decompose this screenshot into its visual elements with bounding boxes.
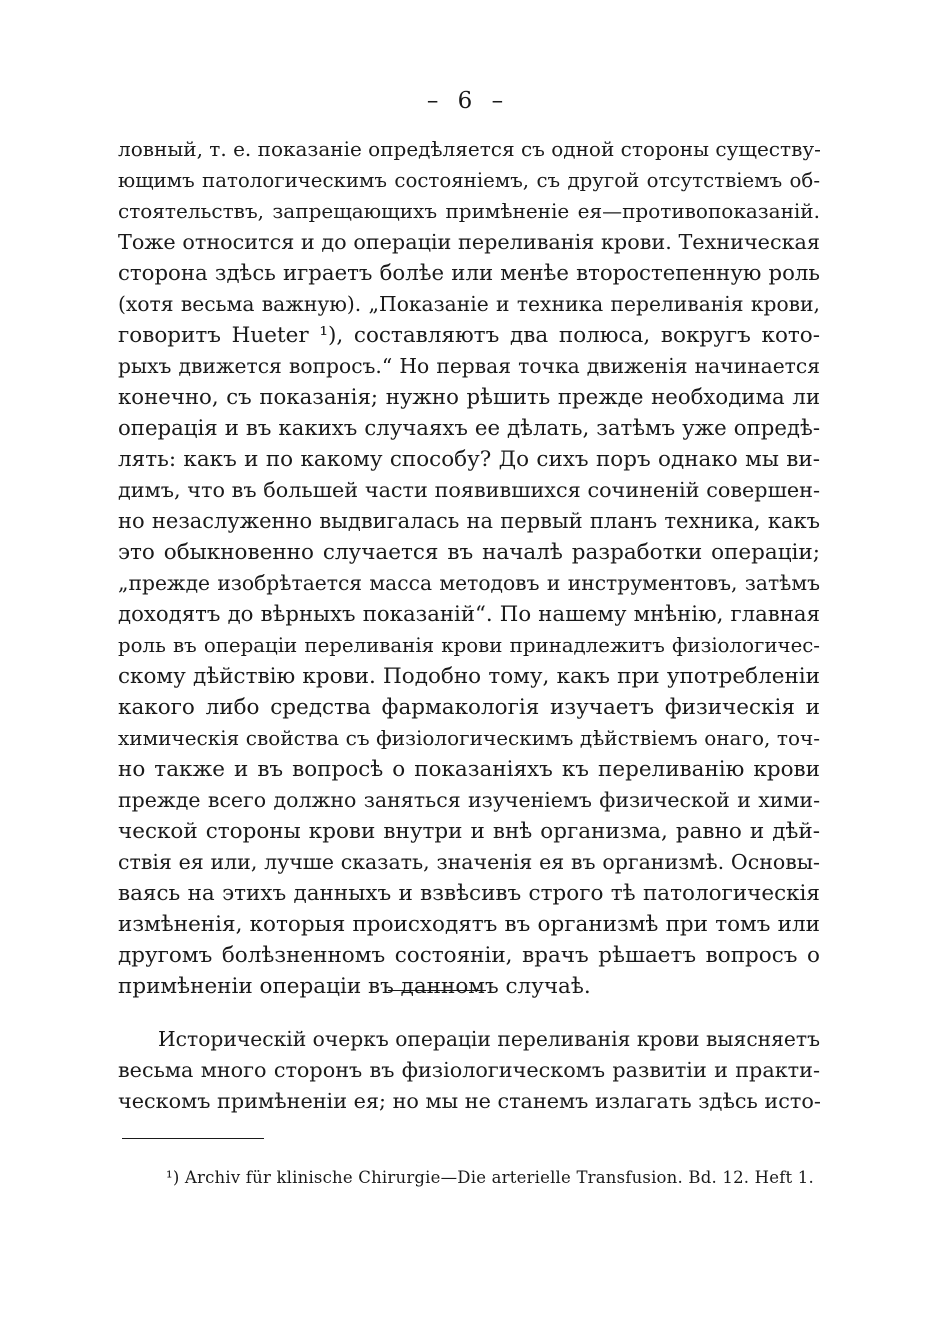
main-paragraph (118, 134, 820, 1002)
text-line: говоритъ Hueter ¹), составляютъ два полюса, вокругъ кото- (118, 323, 820, 348)
text-line: скому дѣйствію крови. Подобно тому, какъ при употребленіи (118, 664, 820, 689)
text-line: стоятельствъ, запрещающихъ примѣненіе ея—противопоказаній. (118, 199, 820, 223)
text-line: ловный, т. е. показаніе опредѣляется съ одной стороны существу- (118, 137, 821, 161)
text-line: какого либо средства фармакологія изучаетъ физическія и (118, 695, 820, 720)
text-line: операція и въ какихъ случаяхъ ее дѣлать, затѣмъ уже опредѣ- (118, 416, 820, 441)
text-line: ческой стороны крови внутри и внѣ организма, равно и дѣй- (118, 819, 820, 844)
text-line: димъ, что въ большей части появившихся сочиненій совершен- (118, 478, 820, 502)
text-line: Тоже относится и до операціи переливанія крови. Техническая (118, 230, 820, 254)
text-line: примѣненіи операціи въ данномъ случаѣ. (118, 974, 591, 999)
text-line: доходятъ до вѣрныхъ показаній“. По нашему мнѣнію, главная (118, 602, 820, 627)
second-paragraph (118, 1024, 820, 1117)
text-line: Историческій очеркъ операціи переливанія крови выясняетъ (158, 1027, 820, 1051)
text-line: ваясь на этихъ данныхъ и взвѣсивъ строго тѣ патологическія (118, 881, 820, 906)
text-line: но незаслуженно выдвигалась на первый планъ техника, какъ (118, 509, 820, 533)
footnote-divider (122, 1138, 264, 1139)
text-line: весьма много сторонъ въ физіологическомъ развитіи и практи- (118, 1058, 820, 1082)
text-line: лять: какъ и по какому способу? До сихъ поръ однако мы ви- (118, 447, 820, 472)
text-line: ющимъ патологическимъ состояніемъ, съ другой отсутствіемъ об- (118, 169, 820, 192)
page-number: – 6 – (426, 88, 510, 114)
text-line: „прежде изобрѣтается масса методовъ и инструментовъ, затѣмъ (118, 571, 820, 595)
footnote: ¹) Archiv für klinische Chirurgie—Die arterielle Transfusion. Bd. 12. Heft 1. (166, 1168, 814, 1187)
text-line: сторона здѣсь играетъ болѣе или менѣе второстепенную роль (118, 261, 820, 286)
text-line: другомъ болѣзненномъ состояніи, врачъ рѣшаетъ вопросъ о (118, 943, 820, 968)
text-line: рыхъ движется вопросъ.“ Но первая точка движенія начинается (118, 354, 820, 378)
section-divider (388, 990, 486, 991)
text-line: но также и въ вопросѣ о показаніяхъ къ переливанію крови (118, 757, 820, 782)
text-line: (хотя весьма важную). „Показаніе и техника переливанія крови, (118, 292, 820, 316)
text-line: это обыкновенно случается въ началѣ разработки операціи; (118, 540, 820, 565)
text-line: прежде всего должно заняться изученіемъ физической и хими- (118, 788, 820, 812)
text-line: конечно, съ показанія; нужно рѣшить прежде необходима ли (118, 385, 820, 410)
text-line: ческомъ примѣненіи ея; но мы не станемъ излагать здѣсь исто- (118, 1089, 821, 1113)
text-line: ствія ея или, лучше сказать, значенія ея въ организмѣ. Основы- (118, 850, 820, 874)
text-line: измѣненія, которыя происходятъ въ организмѣ при томъ или (118, 912, 820, 937)
text-line: роль въ операціи переливанія крови принадлежитъ физіологичес- (118, 634, 820, 657)
text-line: химическія свойства съ физіологическимъ дѣйствіемъ онаго, точ- (118, 726, 820, 750)
